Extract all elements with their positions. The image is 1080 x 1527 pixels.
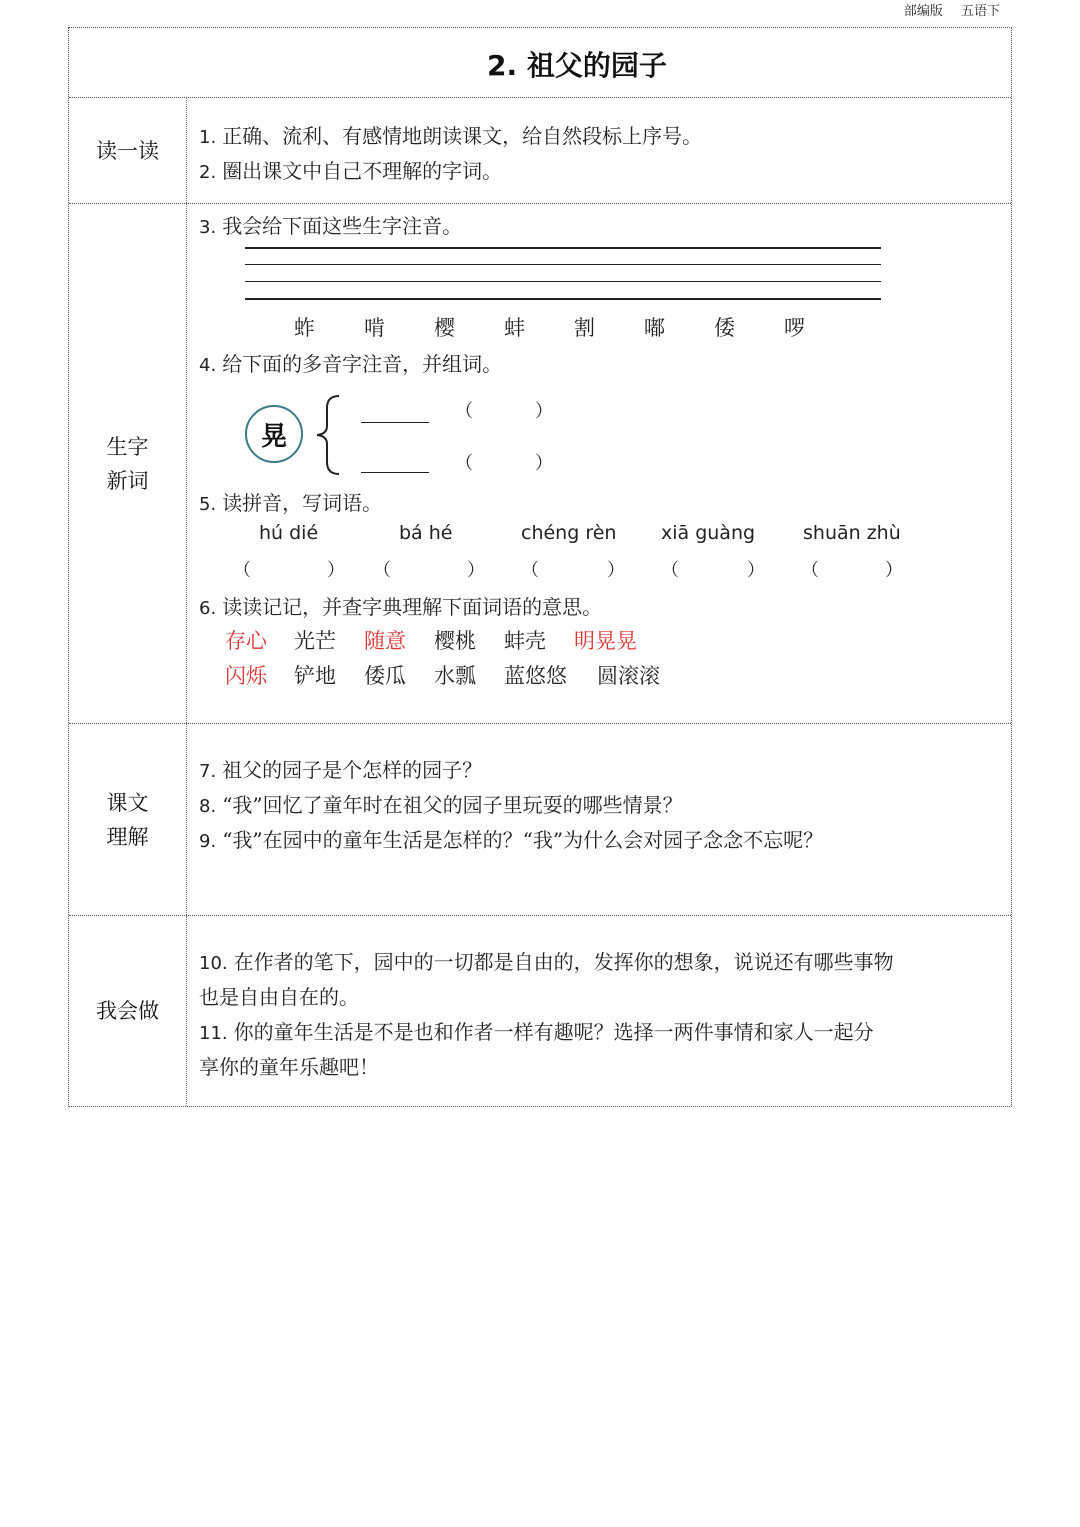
- paren-open: （: [661, 560, 679, 581]
- pinyin: bá hé: [399, 522, 453, 544]
- paren-close: ）: [467, 560, 485, 581]
- section-label: [69, 724, 187, 915]
- pinyin: chéng rèn: [521, 522, 617, 544]
- lesson-title: [487, 44, 667, 84]
- question-continuation: 也是自由自在的。: [199, 985, 359, 1009]
- title-row: [69, 28, 1011, 98]
- answer-blank[interactable]: [361, 472, 429, 473]
- grade-label: 五语下: [960, 4, 1000, 19]
- section-label-text: 理解: [106, 824, 149, 849]
- question-item: [199, 210, 462, 239]
- paren-close: ）: [535, 401, 553, 422]
- paren-close: ）: [607, 560, 625, 581]
- section-label: [69, 98, 187, 203]
- vocab-content: [199, 204, 1001, 724]
- question-text: 读拼音，写词语。: [222, 491, 383, 515]
- question-item: [199, 946, 894, 975]
- new-char: 樱: [434, 316, 455, 340]
- vocab-word: 樱桃: [434, 629, 476, 653]
- paren-open: （: [801, 560, 819, 581]
- question-item: [199, 487, 382, 516]
- question-text: “我”在园中的童年生活是怎样的？“我”为什么会对园子念念不忘呢？: [222, 828, 824, 852]
- section-label-text: 我会做: [96, 999, 159, 1023]
- question-number: 8.: [199, 796, 217, 817]
- new-char: 啰: [784, 316, 805, 340]
- section-understand: [69, 724, 1011, 916]
- section-vocab: [69, 204, 1011, 724]
- paren-open: （: [455, 453, 473, 474]
- section-label-text: 读一读: [96, 138, 159, 163]
- question-item: [199, 120, 702, 149]
- paren-open: （: [233, 560, 251, 581]
- pinyin: hú dié: [259, 522, 319, 544]
- writing-line: [245, 281, 881, 282]
- question-text: 读读记记，并查字典理解下面词语的意思。: [222, 595, 603, 619]
- new-char: 嘟: [644, 316, 665, 340]
- paren-close: ）: [327, 560, 345, 581]
- pinyin: xiā guàng: [661, 522, 756, 544]
- brace-icon: [311, 394, 345, 476]
- question-continuation: 享你的童年乐趣吧！: [199, 1055, 379, 1079]
- question-item: [199, 591, 602, 620]
- question-number: 9.: [199, 831, 217, 852]
- answer-blank[interactable]: [361, 422, 429, 423]
- paren-open: （: [455, 401, 473, 422]
- polyphone-char: [245, 405, 303, 463]
- vocab-word-highlight: 存心: [225, 629, 267, 653]
- section-label-text: 生字: [106, 434, 149, 459]
- paren-open: （: [521, 560, 539, 581]
- vocab-word-highlight: 闪烁: [225, 664, 267, 688]
- vocab-word: 光芒: [294, 629, 336, 653]
- question-number: 10.: [199, 953, 228, 974]
- vocab-word-highlight: 明晃晃: [574, 629, 637, 653]
- section-label: [69, 916, 187, 1106]
- paren-close: ）: [747, 560, 765, 581]
- vocab-word: 蓝悠悠: [504, 664, 567, 688]
- question-item: [199, 754, 482, 783]
- question-number: 3.: [199, 217, 217, 238]
- paren-open: （: [373, 560, 391, 581]
- question-number: 11.: [199, 1023, 228, 1044]
- section-label: [69, 204, 187, 723]
- question-number: 2.: [199, 162, 217, 183]
- new-char: 割: [574, 316, 595, 340]
- question-item: [199, 1016, 874, 1045]
- new-char: 啃: [364, 316, 385, 340]
- question-item: [199, 348, 502, 377]
- lesson-name: 祖父的园子: [526, 49, 667, 82]
- vocab-word: 铲地: [294, 664, 336, 688]
- question-number: 6.: [199, 598, 217, 619]
- new-char: 蚌: [504, 316, 525, 340]
- vocab-word: 圆滚滚: [597, 664, 660, 688]
- writing-line: [245, 298, 881, 300]
- question-item: [199, 824, 823, 853]
- paren-close: ）: [885, 560, 903, 581]
- new-char: 倭: [714, 316, 735, 340]
- lesson-number: 2.: [487, 49, 518, 82]
- writing-line: [245, 264, 881, 265]
- section-read: [69, 98, 1011, 204]
- question-text: 在作者的笔下，园中的一切都是自由的，发挥你的想象，说说还有哪些事物: [233, 950, 894, 974]
- question-number: 4.: [199, 355, 217, 376]
- question-text: 给下面的多音字注音，并组词。: [222, 352, 503, 376]
- question-number: 5.: [199, 494, 217, 515]
- polyphone-char-text: 晃: [260, 421, 287, 452]
- question-number: 7.: [199, 761, 217, 782]
- writing-line: [245, 247, 881, 249]
- question-text: “我”回忆了童年时在祖父的园子里玩耍的哪些情景？: [222, 793, 683, 817]
- new-char: 蚱: [294, 316, 315, 340]
- question-number: 1.: [199, 127, 217, 148]
- edition-label: 部编版: [903, 4, 943, 19]
- section-label-text: 课文: [106, 790, 149, 815]
- vocab-word: 倭瓜: [364, 664, 406, 688]
- vocab-word: 蚌壳: [504, 629, 546, 653]
- question-item: [199, 789, 683, 818]
- question-text: 祖父的园子是个怎样的园子？: [222, 758, 483, 782]
- question-text: 圈出课文中自己不理解的字词。: [222, 159, 503, 183]
- section-label-text: 新词: [106, 468, 149, 493]
- question-text: 我会给下面这些生字注音。: [222, 214, 463, 238]
- question-text: 你的童年生活是不是也和作者一样有趣呢？选择一两件事情和家人一起分: [233, 1020, 874, 1044]
- question-text: 正确、流利、有感情地朗读课文，给自然段标上序号。: [222, 124, 703, 148]
- page-header: [890, 0, 1000, 19]
- vocab-word: 水瓢: [434, 664, 476, 688]
- paren-close: ）: [535, 453, 553, 474]
- vocab-word-highlight: 随意: [364, 629, 406, 653]
- worksheet: [68, 27, 1012, 1107]
- pinyin: shuān zhù: [803, 522, 901, 544]
- question-item: [199, 155, 502, 184]
- section-do: [69, 916, 1011, 1106]
